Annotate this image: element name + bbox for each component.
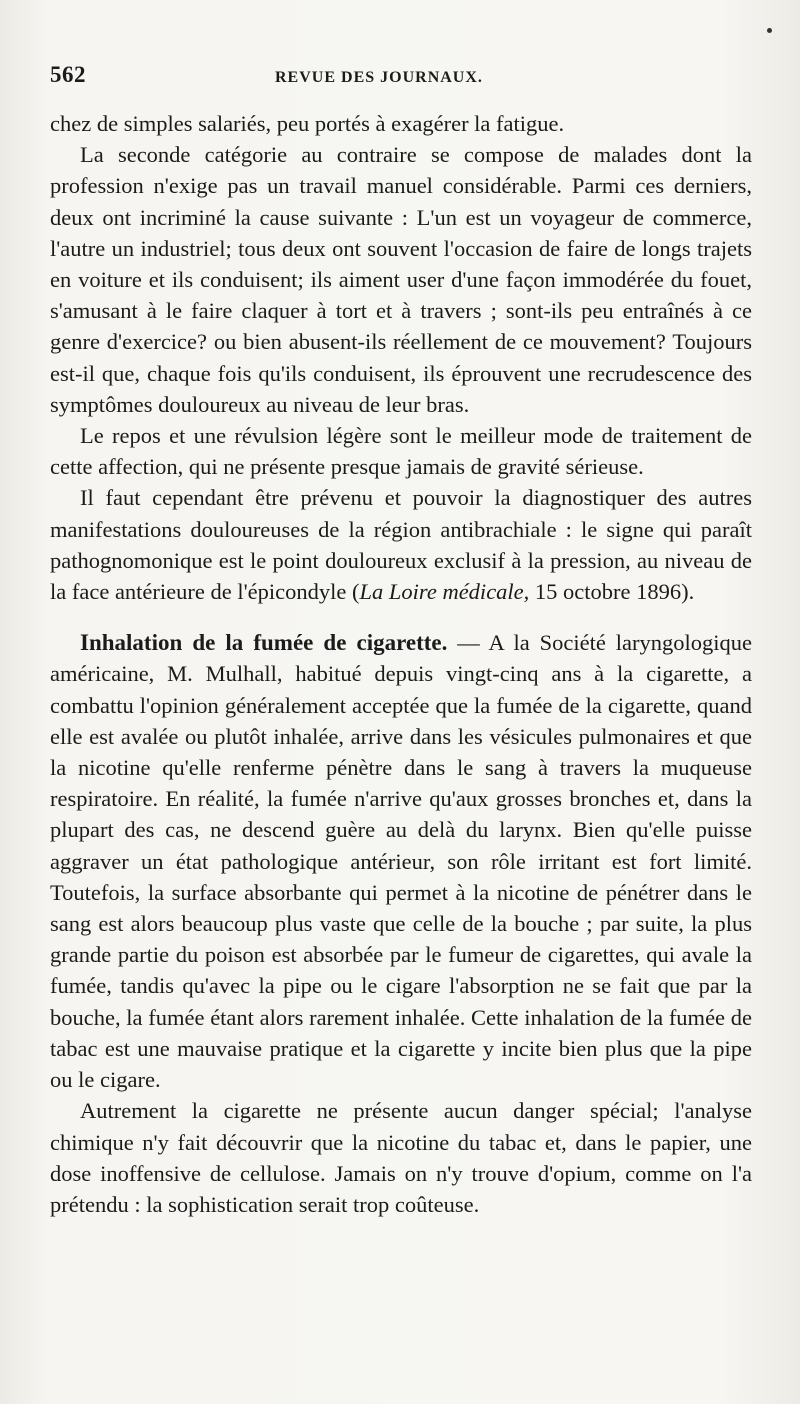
citation-open: (: [346, 579, 360, 605]
ink-dot: [767, 28, 772, 33]
paragraph-second-category: La seconde catégorie au contraire se compose de malades dont la profession n'exige pas un travail manuel considérable. Parmi ces derniers, deux ont incriminé la cause suivante : L'un est un voyageur de commerce, l'autre un industriel; tous deux ont souvent l'occasion de faire de longs trajets en voiture et ils conduisent; ils aiment user d'une façon immodérée du fouet, s'amusant à le faire claquer à tort et à travers ; sont-ils peu entraînés à ce genre d'exercice? ou bien abusent-ils réellement de ce mouvement? Toujours est-il que, chaque fois qu'ils conduisent, ils éprouvent une recrudescence des symptômes douloureux au niveau de leur bras.: [50, 142, 752, 417]
paragraph-treatment: Le repos et une révulsion légère sont le meilleur mode de traitement de cette affection, qui ne présente presque jamais de gravité sérieuse.: [50, 423, 752, 480]
citation-journal: La Loire médicale,: [359, 579, 530, 605]
paragraph-cigarette-danger: Autrement la cigarette ne présente aucun danger spécial; l'analyse chimique n'y fait découvrir que la nicotine du tabac et, dans le papier, une dose inoffensive de cellulose. Jamais on n'y trouve d'opium, comme on l'a prétendu : la sophistication serait trop coûteuse.: [50, 1098, 752, 1217]
page-header: [50, 62, 760, 102]
article-body: [50, 108, 752, 1220]
diagnosis-text: Il faut cependant être prévenu et pouvoir la diagnostiquer des autres manifestations douloureuses de la région antibrachiale : le signe qui paraît pathognomonique est le point douloureux exclusif à la pression, au niveau de la face antérieure de l'épicondyle: [50, 485, 752, 605]
section-spacer: [50, 607, 752, 627]
running-head: REVUE DES JOURNAUX.: [275, 69, 483, 86]
paragraph-cigarette-lead: [50, 627, 752, 1095]
paragraph-continuation: chez de simples salariés, peu portés à exagérer la fatigue.: [50, 111, 565, 136]
section-lead-text: — A la Société laryngologique américaine, M. Mulhall, habitué depuis vingt-cinq ans à la cigarette, a combattu l'opinion généralement acceptée que la fumée de la cigarette, quand elle est avalée ou plutôt inhalée, arrive dans les vésicules pulmonaires et que la nicotine qu'elle renferme pénètre dans le sang à travers la muqueuse respiratoire. En réalité, la fumée n'arrive qu'aux grosses bronches et, dans la plupart des cas, ne descend guère au delà du larynx. Bien qu'elle puisse aggraver un état pathologique antérieur, son rôle irritant est fort limité. Toutefois, la surface absorbante qui permet à la nicotine de pénétrer dans le sang est alors beaucoup plus vaste que celle de la bouche ; par suite, la plus grande partie du poison est absorbée par le fumeur de cigarettes, qui avale la fumée, tandis qu'avec la pipe ou le cigare l'absorption ne se fait que par la bouche, la fumée étant alors rarement inhalée. Cette inhalation de la fumée de tabac est une mauvaise pratique et la cigarette y incite bien plus que la pipe ou le cigare.: [50, 630, 753, 1093]
section-heading: Inhalation de la fumée de cigarette.: [80, 630, 448, 656]
citation-date: 15 octobre 1896).: [529, 579, 695, 605]
page-number: 562: [50, 62, 86, 87]
paragraph-diagnosis: [50, 482, 752, 607]
